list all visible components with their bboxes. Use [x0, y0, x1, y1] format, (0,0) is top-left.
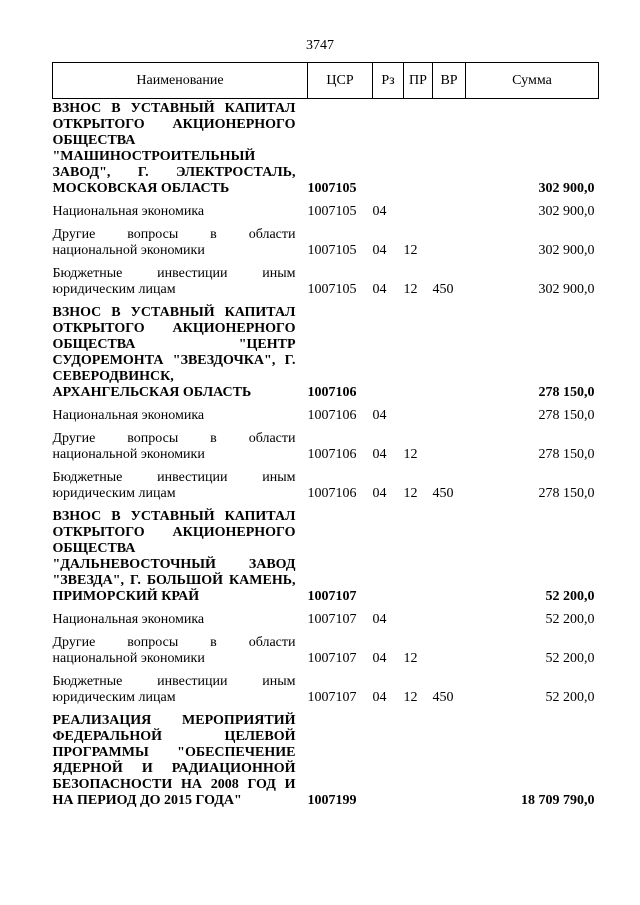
row-csr: 1007107: [307, 651, 357, 666]
row-csr: 1007199: [307, 793, 357, 808]
row-rz: 04: [372, 408, 387, 423]
row-rz: 04: [372, 486, 387, 501]
row-rz: 04: [372, 612, 387, 627]
row-csr: 1007107: [307, 690, 357, 705]
table-row: [53, 502, 599, 605]
row-vr: [433, 424, 466, 463]
row-vr: [433, 197, 466, 220]
row-rz: 04: [372, 447, 387, 462]
table-row: [53, 463, 599, 502]
header-vr: ВР: [433, 63, 466, 99]
row-sum: 302 900,0: [538, 282, 595, 297]
row-rz: 04: [372, 282, 387, 297]
row-rz: [373, 298, 404, 401]
row-sum: 52 200,0: [545, 589, 595, 604]
row-rz: [373, 502, 404, 605]
row-csr: 1007105: [307, 243, 357, 258]
row-name: ВЗНОС В УСТАВНЫЙ КАПИТАЛ ОТКРЫТОГО АКЦИОНЕРНОГО ОБЩЕСТВА "МАШИНОСТРОИТЕЛЬНЫЙ ЗАВОД", Г. ЭЛЕКТРОСТАЛЬ, МОСКОВСКАЯ ОБЛАСТЬ: [52, 101, 296, 196]
table-row: [53, 298, 599, 401]
row-csr: 1007106: [307, 447, 357, 462]
row-rz: [373, 706, 404, 809]
row-pr: 12: [403, 447, 418, 462]
row-pr: [404, 99, 433, 198]
row-vr: [433, 502, 466, 605]
row-pr: [404, 298, 433, 401]
table-row: [53, 424, 599, 463]
row-name: ВЗНОС В УСТАВНЫЙ КАПИТАЛ ОТКРЫТОГО АКЦИОНЕРНОГО ОБЩЕСТВА "ДАЛЬНЕВОСТОЧНЫЙ ЗАВОД "ЗВЕЗДА", Г. БОЛЬШОЙ КАМЕНЬ, ПРИМОРСКИЙ КРАЙ: [52, 509, 296, 604]
row-vr: [433, 401, 466, 424]
row-csr: 1007106: [307, 408, 357, 423]
row-sum: 278 150,0: [538, 385, 595, 400]
table-row: [53, 220, 599, 259]
header-pr: ПР: [404, 63, 433, 99]
header-csr: ЦСР: [308, 63, 373, 99]
row-sum: 278 150,0: [538, 447, 595, 462]
row-rz: 04: [372, 651, 387, 666]
row-name: ВЗНОС В УСТАВНЫЙ КАПИТАЛ ОТКРЫТОГО АКЦИОНЕРНОГО ОБЩЕСТВА "ЦЕНТР СУДОРЕМОНТА "ЗВЕЗДОЧКА", Г. СЕВЕРОДВИНСК, АРХАНГЕЛЬСКАЯ ОБЛАСТЬ: [52, 305, 296, 400]
row-csr: 1007105: [307, 181, 357, 196]
row-sum: 278 150,0: [538, 408, 595, 423]
row-sum: 52 200,0: [545, 690, 595, 705]
header-name: Наименование: [53, 63, 308, 99]
row-name: РЕАЛИЗАЦИЯ МЕРОПРИЯТИЙ ФЕДЕРАЛЬНОЙ ЦЕЛЕВОЙ ПРОГРАММЫ "ОБЕСПЕЧЕНИЕ ЯДЕРНОЙ И РАДИАЦИОННОЙ БЕЗОПАСНОСТИ НА 2008 ГОД И НА ПЕРИОД ДО 2015 ГОДА": [52, 713, 296, 808]
row-pr: [404, 502, 433, 605]
row-sum: 18 709 790,0: [521, 793, 595, 808]
row-name: Национальная экономика: [52, 612, 205, 627]
row-vr: 450: [432, 486, 454, 501]
row-csr: 1007107: [307, 612, 357, 627]
table-header-row: [53, 63, 599, 99]
row-pr: 12: [403, 690, 418, 705]
row-rz: 04: [372, 243, 387, 258]
table-row: [53, 99, 599, 198]
row-name: Национальная экономика: [52, 408, 205, 423]
row-pr: 12: [403, 243, 418, 258]
row-pr: [404, 706, 433, 809]
row-pr: 12: [403, 651, 418, 666]
table-row: [53, 667, 599, 706]
row-sum: 52 200,0: [545, 612, 595, 627]
row-name: Бюджетные инвестиции иным юридическим лицам: [52, 674, 296, 705]
row-vr: [433, 605, 466, 628]
row-pr: 12: [403, 486, 418, 501]
row-sum: 52 200,0: [545, 651, 595, 666]
row-sum: 302 900,0: [538, 243, 595, 258]
row-name: Национальная экономика: [52, 204, 205, 219]
table-row: [53, 197, 599, 220]
row-rz: 04: [372, 690, 387, 705]
table-row: [53, 259, 599, 298]
row-csr: 1007105: [307, 204, 357, 219]
row-vr: 450: [432, 690, 454, 705]
row-csr: 1007106: [307, 486, 357, 501]
row-vr: [433, 706, 466, 809]
row-csr: 1007107: [307, 589, 357, 604]
row-pr: [404, 605, 433, 628]
row-rz: 04: [372, 204, 387, 219]
row-csr: 1007106: [307, 385, 357, 400]
header-sum: Сумма: [466, 63, 599, 99]
row-vr: [433, 628, 466, 667]
row-vr: 450: [432, 282, 454, 297]
table-row: [53, 628, 599, 667]
row-name: Бюджетные инвестиции иным юридическим лицам: [52, 266, 296, 297]
row-vr: [433, 298, 466, 401]
row-csr: 1007105: [307, 282, 357, 297]
table-row: [53, 706, 599, 809]
header-rz: Рз: [373, 63, 404, 99]
row-sum: 302 900,0: [538, 181, 595, 196]
row-name: Другие вопросы в области национальной экономики: [52, 635, 296, 666]
table-row: [53, 401, 599, 424]
row-vr: [433, 220, 466, 259]
row-sum: 302 900,0: [538, 204, 595, 219]
row-name: Другие вопросы в области национальной экономики: [52, 227, 296, 258]
row-rz: [373, 99, 404, 198]
table-row: [53, 605, 599, 628]
row-pr: 12: [403, 282, 418, 297]
row-pr: [404, 401, 433, 424]
row-pr: [404, 197, 433, 220]
row-sum: 278 150,0: [538, 486, 595, 501]
row-name: Другие вопросы в области национальной экономики: [52, 431, 296, 462]
budget-table: [52, 62, 599, 809]
row-vr: [433, 99, 466, 198]
page-number: 3747: [306, 38, 334, 53]
row-name: Бюджетные инвестиции иным юридическим лицам: [52, 470, 296, 501]
